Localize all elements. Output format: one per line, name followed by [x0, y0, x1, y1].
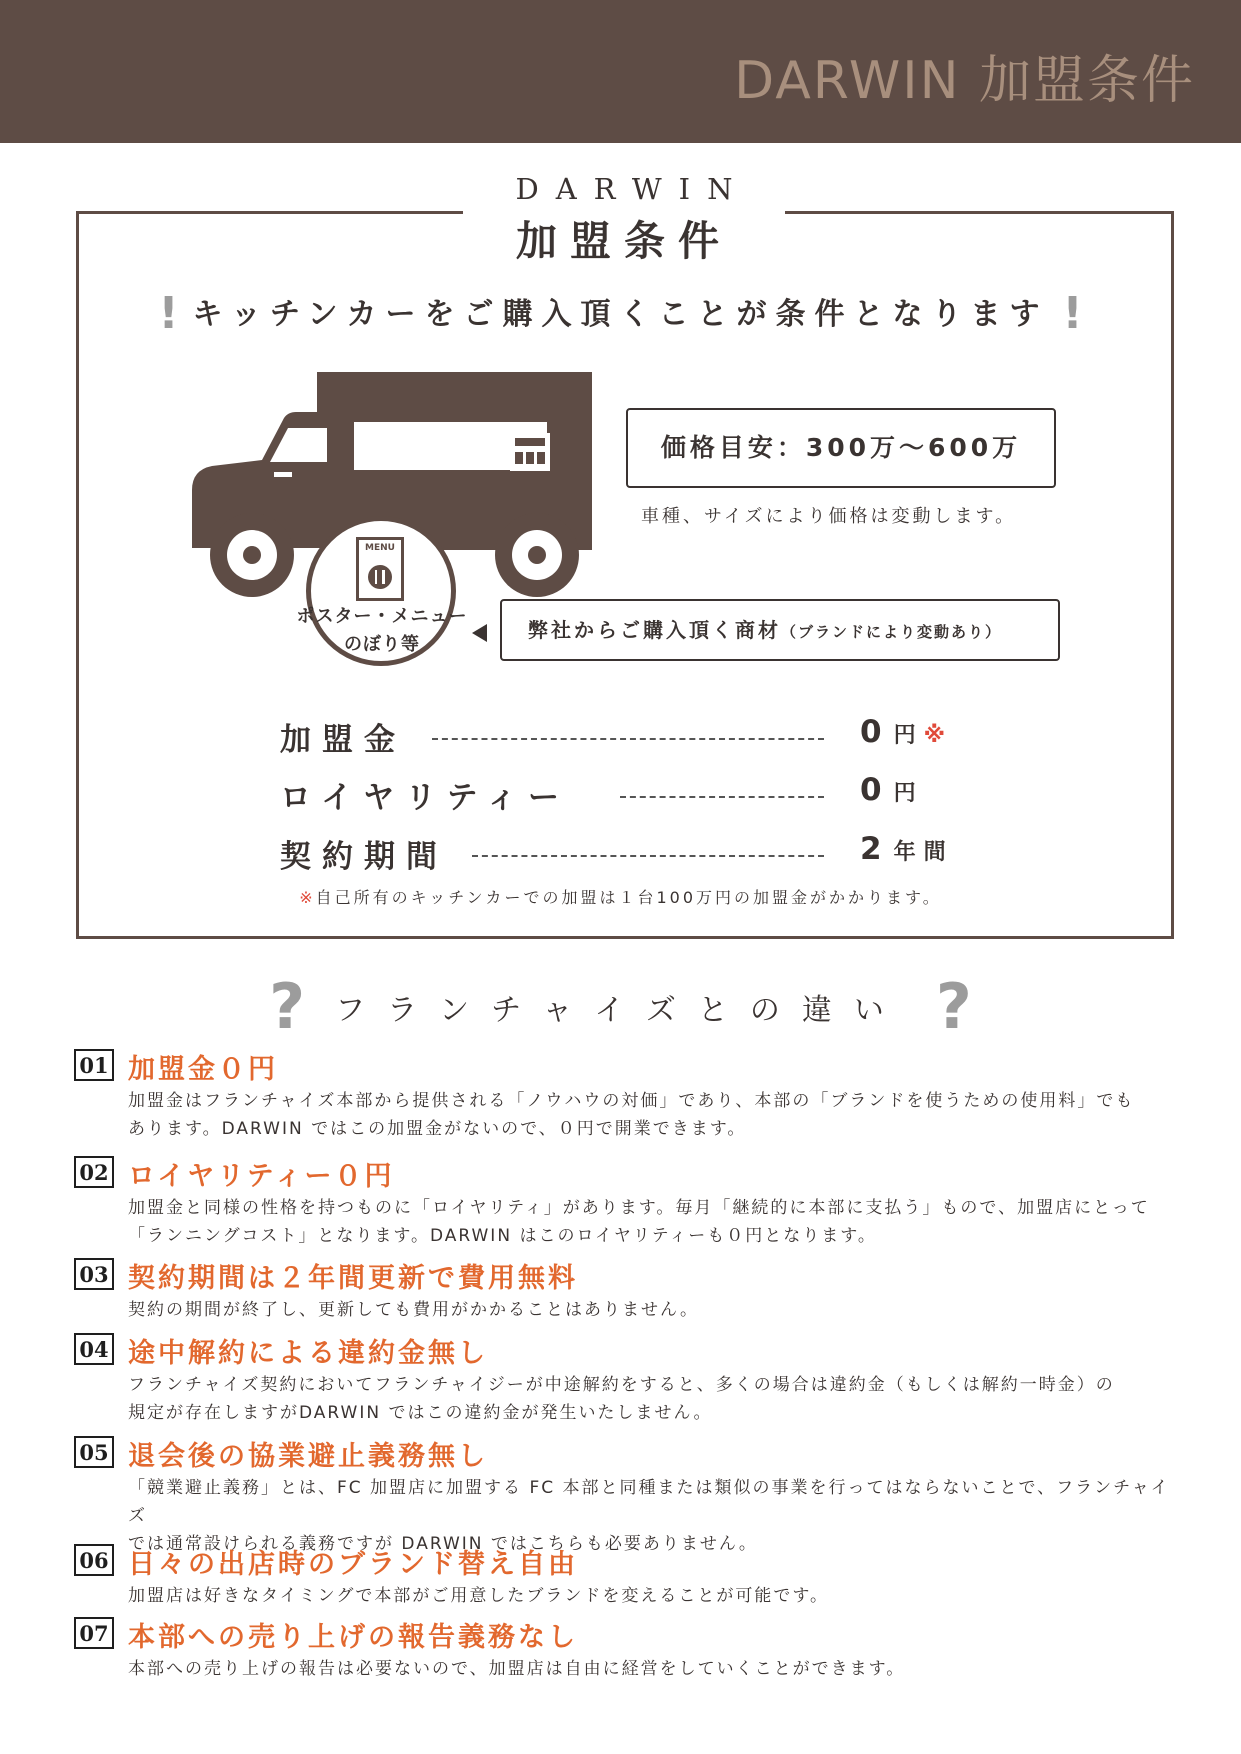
condition-value: 2年間	[860, 831, 954, 867]
item-number: 01	[74, 1049, 114, 1081]
item-title: ロイヤリティー０円	[128, 1161, 395, 1192]
condition-value: 0円※	[860, 714, 953, 750]
dotted-leader	[620, 796, 824, 798]
item-title: 本部への売り上げの報告義務なし	[128, 1622, 578, 1653]
menu-circle-line1: ポスター・メニュー	[296, 606, 468, 627]
material-note: （ブランドにより変動あり）	[781, 623, 1003, 641]
condition-label: ロイヤリティー	[280, 780, 570, 816]
dotted-leader	[472, 855, 824, 857]
menu-card-label: MENU	[365, 543, 395, 553]
item-title: 加盟金０円	[128, 1054, 278, 1085]
arrow-left-icon	[472, 624, 487, 642]
header-title: DARWIN 加盟条件	[734, 51, 1195, 111]
condition-row-term	[280, 831, 970, 875]
item-number: 06	[74, 1544, 114, 1576]
item-body: 加盟店は好きなタイミングで本部がご用意したブランドを変えることが可能です。	[128, 1586, 829, 1606]
item-title: 日々の出店時のブランド替え自由	[128, 1549, 578, 1580]
condition-row-royalty	[280, 772, 970, 816]
exclamation-icon: !	[1062, 288, 1083, 339]
material-main: 弊社からご購入頂く商材	[528, 618, 781, 642]
item-number: 05	[74, 1436, 114, 1468]
item-body: 本部への売り上げの報告は必要ないので、加盟店は自由に経営をしていくことができます。	[128, 1659, 906, 1679]
header-band	[0, 0, 1241, 143]
menu-circle-label	[282, 603, 482, 659]
condition-row-fee	[280, 714, 970, 758]
note-mark: ※	[923, 723, 953, 748]
condition-label: 契約期間	[280, 839, 448, 875]
item-number: 03	[74, 1258, 114, 1290]
price-note: 車種、サイズにより価格は変動します。	[641, 506, 1017, 527]
headline	[0, 288, 1241, 339]
headline-text: キッチンカーをご購入頂くことが条件となります	[192, 297, 1049, 332]
conditions-footnote: ※自己所有のキッチンカーでの加盟は１台100万円の加盟金がかかります。	[299, 888, 942, 907]
item-number: 07	[74, 1617, 114, 1649]
person-icon	[422, 427, 458, 470]
item-body: フランチャイズ契約においてフランチャイジーが中途解約をすると、多くの場合は違約金（もしくは解約一時金）の 規定が存在しますがDARWIN ではこの違約金が発生いたしません。	[128, 1375, 1115, 1423]
item-number: 04	[74, 1333, 114, 1365]
question-mark-icon: ?	[269, 970, 306, 1043]
price-estimate-box: 価格目安：300万〜600万	[626, 408, 1056, 488]
condition-label: 加盟金	[280, 722, 406, 758]
frame-title-block	[463, 170, 785, 265]
item-body: 加盟金はフランチャイズ本部から提供される「ノウハウの対価」であり、本部の「ブランドを使うための使用料」でも あります。DARWIN ではこの加盟金がないので、０円で開業できます。	[128, 1091, 1135, 1139]
frame-title: 加盟条件	[516, 217, 732, 265]
question-mark-icon: ?	[935, 970, 972, 1043]
dotted-leader	[432, 738, 824, 740]
menu-circle-line2: のぼり等	[344, 634, 420, 655]
register-icon	[510, 433, 550, 471]
menu-card-icon	[356, 537, 404, 601]
fork-knife-icon	[367, 564, 393, 590]
exclamation-icon: !	[158, 288, 179, 339]
frame-brand: DARWIN	[515, 172, 750, 206]
item-title: 契約期間は２年間更新で費用無料	[128, 1263, 578, 1294]
item-title: 退会後の協業避止義務無し	[128, 1441, 488, 1472]
item-number: 02	[74, 1156, 114, 1188]
item-title: 途中解約による違約金無し	[128, 1338, 488, 1369]
condition-value: 0円	[860, 772, 924, 808]
item-body: 契約の期間が終了し、更新しても費用がかかることはありません。	[128, 1300, 700, 1320]
item-body: 加盟金と同様の性格を持つものに「ロイヤリティ」があります。毎月「継続的に本部に支払う」もので、加盟店にとって 「ランニングコスト」となります。DARWIN はこのロイヤリティーも０円となります。	[128, 1198, 1150, 1246]
differences-heading	[0, 970, 1241, 1043]
material-box	[500, 599, 1060, 661]
differences-heading-text: フランチャイズとの違い	[335, 993, 906, 1028]
item-body: 「競業避止義務」とは、FC 加盟店に加盟する FC 本部と同種または類似の事業を行ってはならないことで、フランチャイズ では通常設けられる義務ですが DARWIN ではこちらも必要ありません。	[128, 1478, 1170, 1554]
